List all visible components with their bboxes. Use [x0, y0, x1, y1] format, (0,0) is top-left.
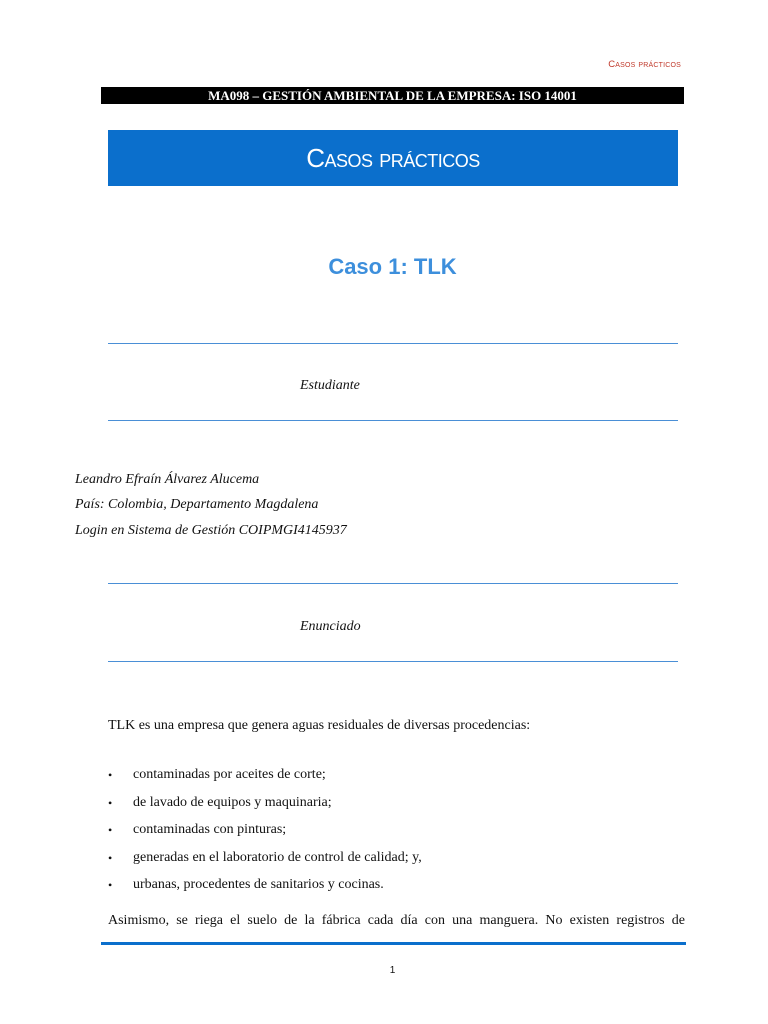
student-country: País: Colombia, Departamento Magdalena — [75, 497, 319, 512]
list-item-text: de lavado de equipos y maquinaria; — [133, 794, 332, 810]
list-item-text: contaminadas por aceites de corte; — [133, 767, 326, 782]
list-item — [108, 848, 422, 876]
course-title-bar: MA098 – GESTIÓN AMBIENTAL DE LA EMPRESA: ISO 14001 — [101, 87, 684, 104]
list-item-text: contaminadas con pinturas; — [133, 822, 287, 837]
student-login: Login en Sistema de Gestión COIPMGI4145937 — [75, 523, 347, 538]
list-item — [108, 793, 422, 821]
list-item — [108, 820, 422, 848]
list-item — [108, 765, 422, 793]
bullet-icon: • — [108, 823, 113, 837]
bullet-icon: • — [108, 878, 113, 892]
list-item-text: generadas en el laboratorio de control de calidad; y, — [133, 849, 422, 865]
bullet-icon: • — [108, 850, 113, 865]
divider-bottom-student — [108, 420, 678, 421]
case-title: Caso 1: TLK — [328, 254, 457, 279]
divider-top-student — [108, 343, 678, 344]
bullet-list — [108, 765, 422, 903]
student-name: Leandro Efraín Álvarez Alucema — [75, 472, 260, 487]
page-number: 1 — [389, 965, 396, 976]
list-item — [108, 875, 422, 903]
intro-paragraph: TLK es una empresa que genera aguas residuales de diversas procedencias: — [108, 718, 531, 733]
continuation-paragraph: Asimismo, se riega el suelo de la fábrica cada día con una manguera. No existen registros de — [108, 913, 685, 928]
running-header: Casos prácticos — [608, 59, 681, 70]
section-label-statement: Enunciado — [300, 619, 361, 634]
bullet-icon: • — [108, 768, 113, 782]
list-item-text: urbanas, procedentes de sanitarios y cocinas. — [133, 877, 384, 892]
footer-rule — [101, 942, 686, 945]
section-label-student: Estudiante — [300, 378, 360, 393]
document-title-band: Casos prácticos — [108, 130, 678, 186]
bullet-icon: • — [108, 795, 113, 810]
divider-top-statement — [108, 583, 678, 584]
divider-bottom-statement — [108, 661, 678, 662]
